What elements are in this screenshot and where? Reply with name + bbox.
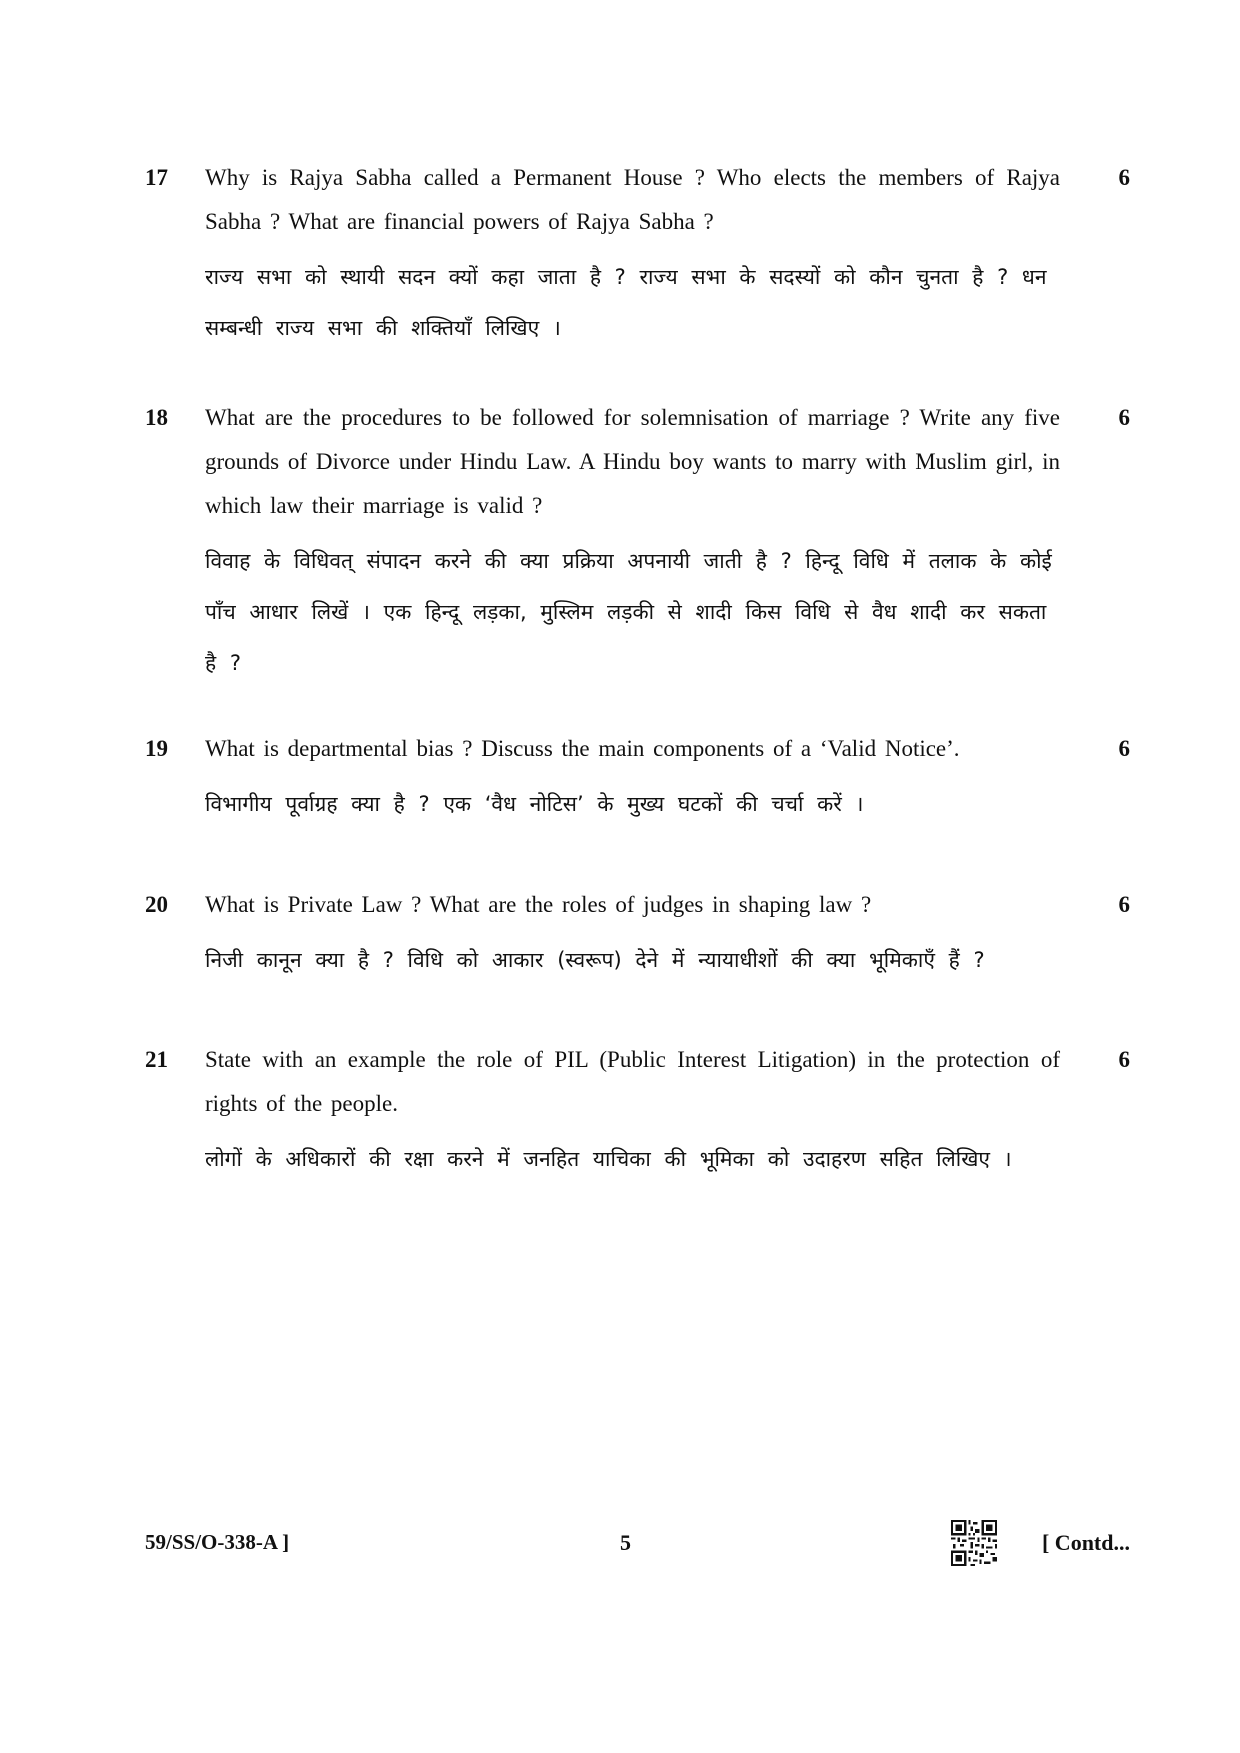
- question-text-hindi: राज्य सभा को स्थायी सदन क्यों कहा जाता है ? राज्य सभा के सदस्यों को कौन चुनता है ? धन सम्बन्धी राज्य सभा की शक्तियाँ लिखिए ।: [205, 265, 1047, 340]
- question-text-english: State with an example the role of PIL (Public Interest Litigation) in the protection of rights of the people.: [205, 1047, 1060, 1116]
- question-body: [205, 883, 1060, 986]
- question-text-hindi: लोगों के अधिकारों की रक्षा करने में जनहित याचिका की भूमिका को उदाहरण सहित लिखिए ।: [205, 1147, 1012, 1171]
- question-text-english: What is Private Law ? What are the roles of judges in shaping law ?: [205, 892, 872, 917]
- question-marks: 6: [1118, 405, 1130, 430]
- paper-code: 59/SS/O-338-A ]: [145, 1530, 290, 1554]
- question-text-hindi: विभागीय पूर्वाग्रह क्या है ? एक ‘वैध नोटिस’ के मुख्य घटकों की चर्चा करें ।: [205, 792, 864, 816]
- question-marks: 6: [1118, 892, 1130, 917]
- question-marks: 6: [1118, 1047, 1130, 1072]
- question-body: [205, 727, 1060, 830]
- question-text-english: Why is Rajya Sabha called a Permanent House ? Who elects the members of Rajya Sabha ? What are financial powers of Rajya Sabha ?: [205, 165, 1060, 234]
- question-body: [205, 156, 1060, 354]
- question-19: [145, 727, 1130, 830]
- page-number: 5: [620, 1530, 631, 1555]
- qr-code-icon: [951, 1520, 997, 1566]
- question-number: 21: [145, 1047, 168, 1072]
- page-footer: [145, 1520, 1130, 1570]
- question-text-hindi: विवाह के विधिवत् संपादन करने की क्या प्रक्रिया अपनायी जाती है ? हिन्दू विधि में तलाक के कोई पाँच आधार लिखें । एक हिन्दू लड़का, मुस्लिम लड़की से शादी किस विधि से वैध शादी कर सकता है ?: [205, 549, 1052, 675]
- question-20: [145, 883, 1130, 986]
- question-text-english: What are the procedures to be followed for solemnisation of marriage ? Write any five grounds of Divorce under Hindu Law. A Hindu boy wants to marry with Muslim girl, in which law their marriage is valid ?: [205, 405, 1060, 518]
- question-text-english: What is departmental bias ? Discuss the main components of a ‘Valid Notice’.: [205, 736, 960, 761]
- question-marks: 6: [1118, 165, 1130, 190]
- question-number: 17: [145, 165, 168, 190]
- continued-label: [ Contd...: [1041, 1530, 1130, 1555]
- question-17: [145, 156, 1130, 354]
- question-number: 18: [145, 405, 168, 430]
- question-18: [145, 396, 1130, 689]
- question-body: [205, 396, 1060, 689]
- question-body: [205, 1038, 1060, 1185]
- question-number: 19: [145, 736, 168, 761]
- question-text-hindi: निजी कानून क्या है ? विधि को आकार (स्वरूप) देने में न्यायाधीशों की क्या भूमिकाएँ हैं ?: [205, 948, 985, 972]
- question-marks: 6: [1118, 736, 1130, 761]
- question-number: 20: [145, 892, 168, 917]
- question-21: [145, 1038, 1130, 1185]
